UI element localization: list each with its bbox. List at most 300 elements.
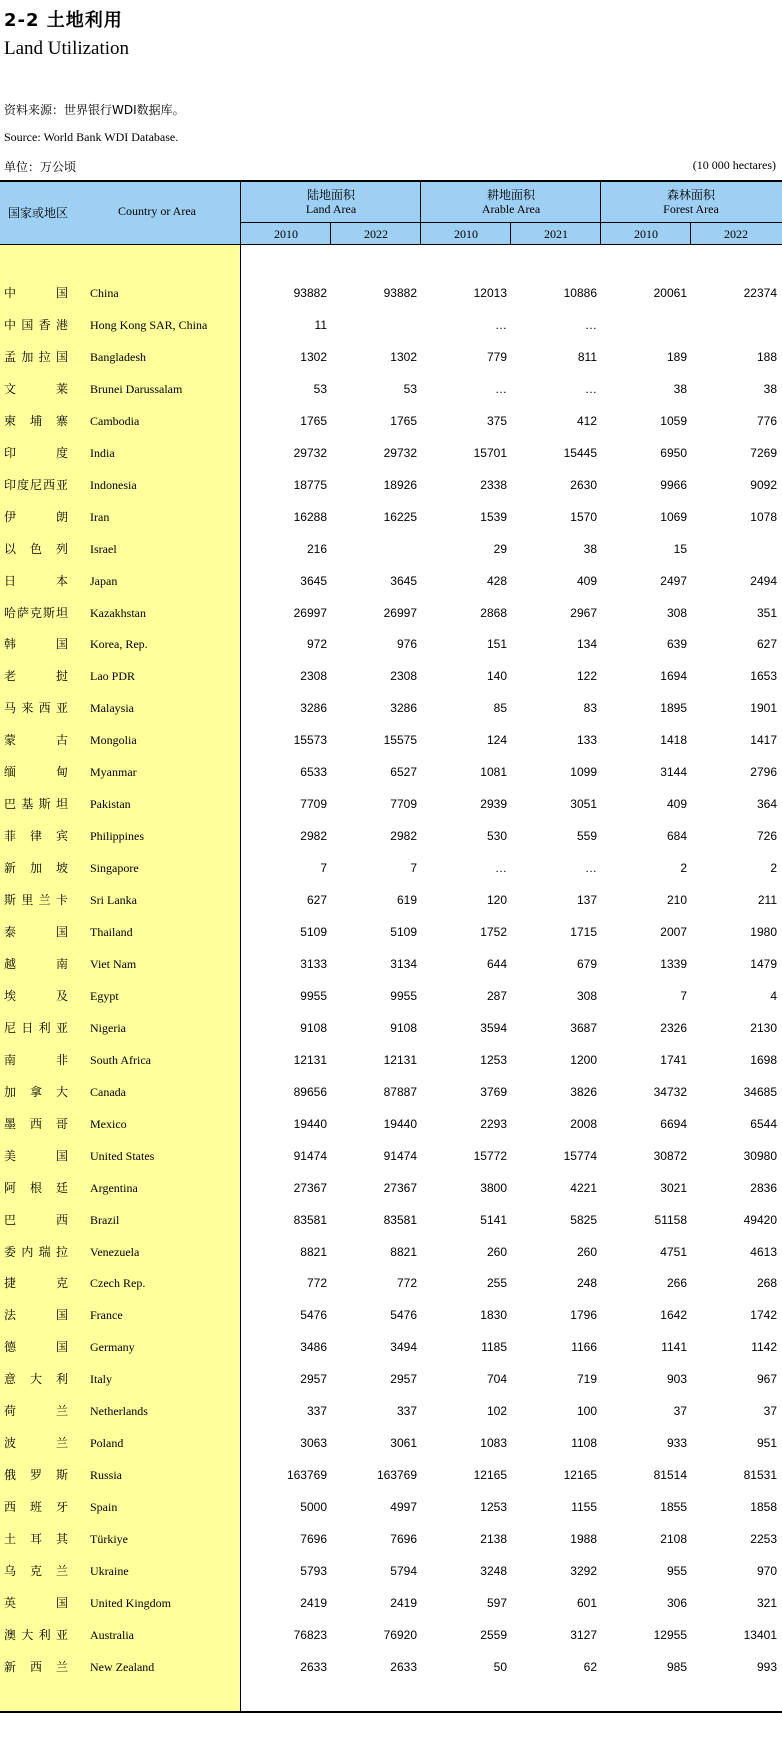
value-cell: 1099 [570, 765, 597, 780]
table-row [0, 1018, 782, 1038]
value-cell: 2419 [300, 1595, 327, 1610]
value-cell: 951 [756, 1436, 777, 1451]
table-row [0, 698, 782, 718]
country-column-header [0, 182, 240, 245]
country-name-cn: 俄罗斯 [4, 1468, 68, 1483]
value-cell: 2293 [480, 1116, 507, 1131]
value-cell: 3687 [570, 1020, 597, 1035]
country-name-en: Mexico [90, 1116, 127, 1131]
value-cell: 3133 [300, 956, 327, 971]
value-cell: 10886 [563, 286, 597, 300]
value-cell: 15573 [293, 733, 327, 748]
value-cell: 9108 [300, 1020, 327, 1035]
table-row [0, 1050, 782, 1070]
country-name-en: New Zealand [90, 1659, 155, 1674]
value-cell: 266 [666, 1276, 687, 1291]
value-cell: 3826 [570, 1084, 597, 1099]
country-name-cn: 中国 [4, 286, 68, 300]
value-cell: 50 [493, 1659, 507, 1674]
table-row [0, 1593, 782, 1613]
value-cell: 102 [486, 1404, 507, 1419]
header-divider [690, 222, 691, 245]
value-cell: 1741 [660, 1052, 687, 1067]
value-cell: 1858 [750, 1500, 777, 1515]
value-cell: 967 [756, 1372, 777, 1387]
value-cell: 6694 [660, 1116, 687, 1131]
value-cell: 53 [313, 381, 327, 396]
country-name-en: Argentina [90, 1180, 138, 1195]
value-cell: 1078 [750, 509, 777, 524]
value-cell: 15772 [473, 1148, 507, 1163]
country-name-en: Egypt [90, 988, 119, 1003]
value-cell: 22374 [743, 286, 777, 300]
table-row [0, 922, 782, 942]
value-cell: 1570 [570, 509, 597, 524]
value-cell: 1895 [660, 701, 687, 716]
table-row [0, 1657, 782, 1677]
value-cell: 2138 [480, 1532, 507, 1547]
table-row [0, 1114, 782, 1134]
value-cell: 955 [666, 1564, 687, 1578]
year-header: 2022 [724, 227, 748, 241]
value-cell: 976 [396, 637, 417, 652]
country-name-cn: 印度 [4, 445, 68, 460]
value-cell: 1059 [660, 413, 687, 428]
value-cell: 627 [756, 637, 777, 652]
value-cell: 4997 [390, 1500, 417, 1515]
country-name-en: Korea, Rep. [90, 637, 148, 652]
country-column-header-cn: 国家或地区 [8, 206, 69, 220]
group-header-arable-area [421, 182, 601, 222]
country-name-en: Philippines [90, 829, 145, 844]
table-row [0, 634, 782, 654]
value-cell: 38 [763, 381, 777, 396]
country-name-cn: 埃及 [4, 988, 68, 1003]
table-row [0, 283, 782, 303]
value-cell: 1417 [750, 733, 777, 748]
country-name-cn: 波兰 [4, 1436, 68, 1451]
value-cell: 2007 [660, 925, 687, 939]
country-name-cn: 马来西亚 [4, 701, 68, 716]
value-cell: 1479 [750, 956, 777, 971]
header-divider [330, 222, 331, 245]
table-row [0, 1497, 782, 1517]
value-cell: 85 [493, 701, 507, 716]
header-divider [600, 182, 601, 245]
value-cell: 260 [486, 1244, 507, 1259]
value-cell: 2 [680, 861, 687, 876]
country-name-cn: 荷兰 [4, 1404, 68, 1419]
unit-label-cn: 单位：万公顷 [4, 160, 77, 174]
value-cell: 3645 [390, 573, 417, 588]
value-cell: 15774 [563, 1148, 597, 1163]
value-cell: 3134 [390, 956, 417, 971]
value-cell: 364 [756, 797, 777, 812]
value-cell: 1185 [481, 1340, 507, 1355]
country-name-cn: 印度尼西亚 [4, 477, 68, 492]
value-cell: 428 [486, 573, 507, 588]
country-name-en: Bangladesh [90, 349, 146, 364]
table-row [0, 730, 782, 750]
table-row [0, 1210, 782, 1230]
country-column-body [0, 245, 240, 1711]
value-cell: 1200 [570, 1052, 597, 1067]
country-name-cn: 阿根廷 [4, 1180, 68, 1195]
value-cell: 38 [673, 381, 687, 396]
country-name-cn: 韩国 [4, 637, 68, 652]
country-name-cn: 文莱 [4, 381, 68, 396]
value-cell: 412 [576, 413, 597, 428]
country-name-en: Italy [90, 1372, 112, 1387]
country-name-en: South Africa [90, 1052, 151, 1067]
value-cell: 16288 [293, 509, 327, 524]
group-header-cn: 耕地面积 [486, 188, 535, 202]
group-header-cn: 森林面积 [666, 188, 715, 202]
table-row [0, 603, 782, 623]
value-cell: 4751 [660, 1244, 687, 1259]
value-cell: 2308 [300, 669, 327, 684]
table-row [0, 1178, 782, 1198]
country-name-en: Pakistan [90, 797, 131, 812]
country-name-cn: 乌克兰 [4, 1564, 68, 1578]
value-cell: 704 [486, 1372, 507, 1387]
country-name-cn: 新加坡 [4, 861, 68, 876]
value-cell: 1302 [390, 349, 417, 364]
country-name-en: United Kingdom [90, 1595, 171, 1610]
table-row [0, 1337, 782, 1357]
value-cell: 34732 [653, 1084, 687, 1099]
value-cell: 1253 [480, 1052, 507, 1067]
value-cell: 772 [396, 1276, 417, 1291]
country-name-en: Mongolia [90, 733, 137, 748]
table-title-en: Land Utilization [4, 38, 130, 59]
value-cell: 1166 [571, 1340, 597, 1355]
country-name-en: Sri Lanka [90, 893, 137, 908]
table-row [0, 1305, 782, 1325]
value-cell: 1108 [571, 1436, 597, 1451]
value-cell: 2419 [390, 1595, 417, 1610]
value-cell: 972 [306, 637, 327, 652]
value-cell: 627 [306, 893, 327, 908]
value-cell: 9955 [300, 988, 327, 1003]
value-cell: 2633 [390, 1659, 417, 1674]
value-cell: 16225 [383, 509, 417, 524]
value-cell: 811 [577, 349, 597, 364]
country-name-cn: 加拿大 [4, 1084, 68, 1099]
value-cell: 5141 [480, 1212, 507, 1227]
value-cell: 1901 [750, 701, 777, 716]
country-name-cn: 以色列 [4, 541, 68, 556]
country-name-en: United States [90, 1148, 155, 1163]
value-cell: 3144 [660, 765, 687, 780]
value-cell: 37 [763, 1404, 777, 1419]
table-row [0, 1273, 782, 1293]
country-name-en: Viet Nam [90, 956, 137, 971]
value-cell: 2253 [750, 1532, 777, 1547]
country-name-en: Israel [90, 541, 117, 556]
value-cell: 2836 [750, 1180, 777, 1195]
value-cell: 1715 [570, 925, 597, 939]
table-row [0, 475, 782, 495]
country-name-cn: 菲律宾 [4, 829, 68, 844]
value-cell: 53 [403, 381, 417, 396]
value-cell: 2957 [390, 1372, 417, 1387]
country-name-en: Iran [90, 509, 110, 524]
value-cell: 1142 [751, 1340, 777, 1355]
country-name-cn: 孟加拉国 [4, 349, 68, 364]
value-cell: 1742 [750, 1308, 777, 1323]
country-name-en: China [90, 286, 119, 300]
value-cell: 1302 [300, 349, 327, 364]
year-header: 2010 [454, 227, 478, 241]
country-name-cn: 法国 [4, 1308, 68, 1323]
value-cell: 409 [576, 573, 597, 588]
country-name-en: Spain [90, 1500, 118, 1515]
country-name-en: Russia [90, 1468, 123, 1483]
value-cell: 7709 [390, 797, 417, 812]
value-cell: 15445 [563, 445, 597, 460]
value-cell: 4221 [570, 1180, 597, 1195]
value-cell: 3494 [390, 1340, 417, 1355]
value-cell: 4 [770, 988, 777, 1003]
group-header-en: Arable Area [481, 202, 541, 216]
value-cell: 2 [770, 861, 777, 876]
value-cell: 7269 [750, 445, 777, 460]
country-name-en: Thailand [90, 925, 133, 939]
value-cell: 306 [666, 1595, 687, 1610]
table-row [0, 1625, 782, 1645]
value-cell: 1855 [660, 1500, 687, 1515]
value-cell: 7696 [390, 1532, 417, 1547]
value-cell: 3248 [480, 1564, 507, 1578]
value-cell: 76920 [383, 1627, 417, 1642]
country-name-cn: 南非 [4, 1052, 68, 1067]
value-cell: 26997 [383, 605, 417, 620]
value-cell: 15701 [473, 445, 507, 460]
table-row [0, 1561, 782, 1581]
body-divider [240, 245, 241, 1711]
country-name-cn: 澳大利亚 [4, 1627, 68, 1642]
country-name-en: Netherlands [90, 1404, 148, 1419]
header-divider [420, 182, 421, 245]
value-cell: 49420 [743, 1212, 777, 1227]
country-name-cn: 新西兰 [4, 1659, 68, 1674]
value-cell: 2957 [300, 1372, 327, 1387]
country-name-en: Australia [90, 1627, 134, 1642]
value-cell: … [495, 317, 507, 332]
value-cell: 89656 [293, 1084, 327, 1099]
value-cell: 2967 [570, 605, 597, 620]
value-cell: 15 [673, 541, 687, 556]
value-cell: 100 [576, 1404, 597, 1419]
value-cell: 30872 [653, 1148, 687, 1163]
value-cell: 7 [410, 861, 417, 876]
value-cell: 248 [576, 1276, 597, 1291]
value-cell: 29 [493, 541, 507, 556]
value-cell: 601 [576, 1595, 597, 1610]
value-cell: 81531 [743, 1468, 777, 1483]
value-cell: 7709 [300, 797, 327, 812]
country-name-cn: 伊朗 [4, 509, 68, 524]
value-cell: 3645 [300, 573, 327, 588]
value-cell: 3594 [480, 1020, 507, 1035]
country-name-en: Canada [90, 1084, 126, 1099]
value-cell: 3286 [300, 701, 327, 716]
value-cell: 779 [486, 349, 507, 364]
value-cell: 76823 [293, 1627, 327, 1642]
value-cell: 684 [666, 829, 687, 844]
table-row [0, 1242, 782, 1262]
table-row [0, 794, 782, 814]
country-name-en: Indonesia [90, 477, 137, 492]
value-cell: 985 [666, 1659, 687, 1674]
value-cell: 776 [756, 413, 777, 428]
country-name-en: Germany [90, 1340, 135, 1355]
value-cell: 163769 [376, 1468, 417, 1483]
value-cell: 260 [576, 1244, 597, 1259]
table-row [0, 986, 782, 1006]
value-cell: 772 [306, 1276, 327, 1291]
value-cell: 30980 [743, 1148, 777, 1163]
table-title-cn: 2-2 土地利用 [4, 10, 123, 31]
country-name-cn: 缅甸 [4, 765, 68, 780]
table-row [0, 315, 782, 335]
value-cell: 5000 [300, 1500, 327, 1515]
value-cell: 211 [757, 893, 777, 908]
value-cell: 5825 [570, 1212, 597, 1227]
value-cell: 3061 [390, 1436, 417, 1451]
value-cell: 3286 [390, 701, 417, 716]
country-name-en: Czech Rep. [90, 1276, 146, 1291]
country-name-cn: 德国 [4, 1340, 68, 1355]
value-cell: 124 [486, 733, 507, 748]
country-name-en: Brazil [90, 1212, 120, 1227]
country-name-cn: 斯里兰卡 [4, 893, 68, 908]
value-cell: 1796 [570, 1308, 597, 1323]
table-row [0, 1369, 782, 1389]
value-cell: 1418 [660, 733, 687, 748]
country-name-cn: 西班牙 [4, 1500, 68, 1515]
value-cell: 255 [486, 1276, 507, 1291]
country-name-en: Hong Kong SAR, China [90, 317, 208, 332]
value-cell: … [495, 381, 507, 396]
year-header: 2022 [364, 227, 388, 241]
country-name-cn: 尼日利亚 [4, 1020, 68, 1035]
value-cell: 12165 [473, 1468, 507, 1483]
value-cell: 2108 [660, 1532, 687, 1547]
value-cell: 6533 [300, 765, 327, 780]
year-header: 2010 [634, 227, 658, 241]
value-cell: 163769 [286, 1468, 327, 1483]
table-row [0, 1465, 782, 1485]
country-name-en: Malaysia [90, 701, 134, 716]
value-cell: 375 [486, 413, 507, 428]
value-cell: 3021 [660, 1180, 687, 1195]
value-cell: 559 [576, 829, 597, 844]
value-cell: 619 [396, 893, 417, 908]
value-cell: 1083 [480, 1436, 507, 1451]
table-bottom-rule [0, 1711, 782, 1713]
value-cell: 321 [756, 1595, 777, 1610]
value-cell: 188 [756, 349, 777, 364]
value-cell: 12955 [653, 1627, 687, 1642]
value-cell: 719 [576, 1372, 597, 1387]
value-cell: 5794 [390, 1564, 417, 1578]
value-cell: 2559 [480, 1627, 507, 1642]
country-name-en: Türkiye [90, 1532, 128, 1547]
value-cell: 12131 [383, 1052, 417, 1067]
country-name-cn: 捷克 [4, 1276, 68, 1291]
country-name-cn: 巴西 [4, 1212, 68, 1227]
group-header-en: Land Area [305, 202, 357, 216]
value-cell: 137 [576, 893, 597, 908]
country-name-cn: 泰国 [4, 925, 68, 939]
value-cell: 1980 [750, 925, 777, 939]
value-cell: 91474 [293, 1148, 327, 1163]
value-cell: 91474 [383, 1148, 417, 1163]
country-name-cn: 美国 [4, 1148, 68, 1163]
table-row [0, 1529, 782, 1549]
value-cell: 27367 [293, 1180, 327, 1195]
value-cell: 140 [486, 669, 507, 684]
value-cell: 2326 [660, 1020, 687, 1035]
value-cell: 27367 [383, 1180, 417, 1195]
value-cell: 120 [486, 893, 507, 908]
value-cell: 1765 [300, 413, 327, 428]
country-name-cn: 日本 [4, 573, 68, 588]
value-cell: 644 [486, 956, 507, 971]
table-row [0, 954, 782, 974]
year-header: 2010 [274, 227, 298, 241]
value-cell: 3127 [570, 1627, 597, 1642]
value-cell: 133 [576, 733, 597, 748]
value-cell: 51158 [654, 1212, 687, 1227]
table-row [0, 826, 782, 846]
country-name-en: Cambodia [90, 413, 140, 428]
value-cell: 308 [576, 988, 597, 1003]
value-cell: 9955 [390, 988, 417, 1003]
value-cell: 38 [583, 541, 597, 556]
value-cell: 18926 [383, 477, 417, 492]
value-cell: 530 [486, 829, 507, 844]
value-cell: 2630 [570, 477, 597, 492]
table-row [0, 507, 782, 527]
table-row [0, 1082, 782, 1102]
value-cell: 3769 [480, 1084, 507, 1099]
value-cell: 3800 [480, 1180, 507, 1195]
country-name-en: India [90, 445, 115, 460]
value-cell: 1141 [661, 1340, 687, 1355]
country-name-cn: 意大利 [4, 1372, 68, 1387]
table-row [0, 1146, 782, 1166]
value-cell: 62 [583, 1659, 597, 1674]
value-cell: 409 [666, 797, 687, 812]
value-cell: 11 [314, 317, 327, 332]
value-cell: … [585, 317, 597, 332]
country-name-cn: 哈萨克斯坦 [4, 605, 68, 620]
value-cell: 337 [306, 1404, 327, 1419]
value-cell: 13401 [743, 1627, 777, 1642]
header-divider [510, 222, 511, 245]
value-cell: 81514 [653, 1468, 687, 1483]
value-cell: 6544 [750, 1116, 777, 1131]
value-cell: 18775 [293, 477, 327, 492]
group-header-en: Forest Area [663, 202, 719, 216]
value-cell: 5793 [300, 1564, 327, 1578]
value-cell: 83581 [383, 1212, 417, 1227]
value-cell: 679 [576, 956, 597, 971]
country-name-en: Japan [90, 573, 118, 588]
